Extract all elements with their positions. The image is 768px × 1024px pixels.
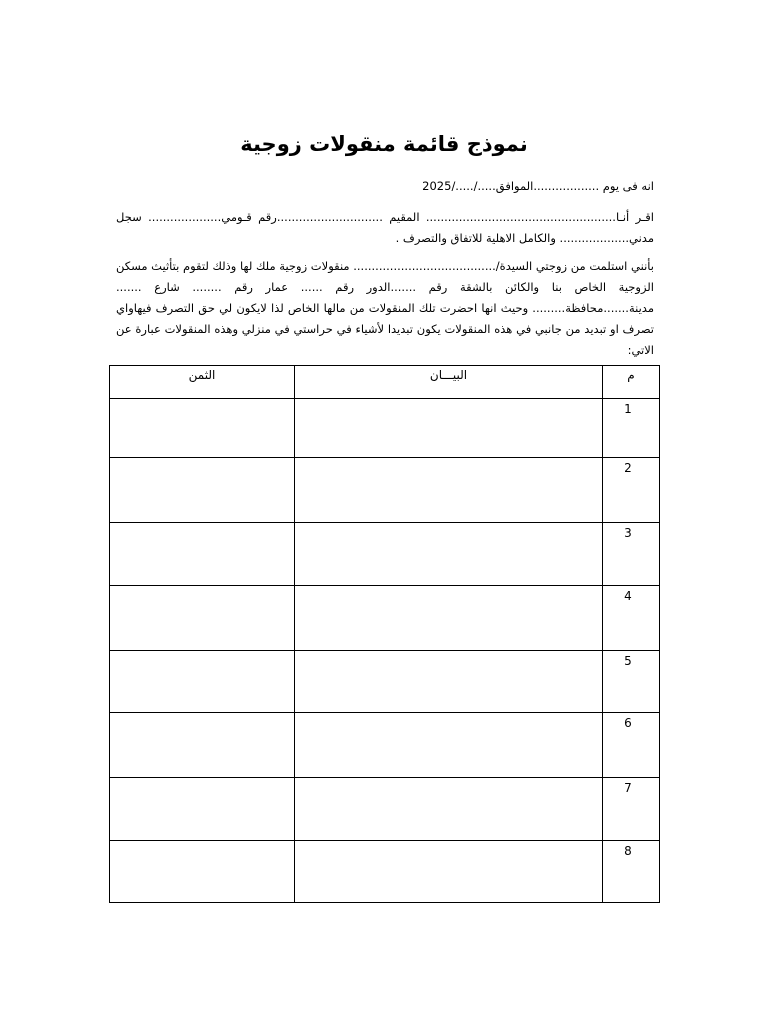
table-row <box>110 523 660 586</box>
table-row <box>110 651 660 713</box>
row-number: 7 <box>603 778 660 841</box>
row-number: 1 <box>603 399 660 458</box>
row-description[interactable] <box>295 458 603 523</box>
row-number: 3 <box>603 523 660 586</box>
table-row <box>110 586 660 651</box>
row-price[interactable] <box>110 458 295 523</box>
table-header-row <box>110 366 660 399</box>
row-description[interactable] <box>295 523 603 586</box>
row-description[interactable] <box>295 399 603 458</box>
row-number: 6 <box>603 713 660 778</box>
row-price[interactable] <box>110 399 295 458</box>
row-price[interactable] <box>110 713 295 778</box>
declaration-paragraph: اقـر أنـا.................................................... المقيم .............................رقم قـومي.................... سجل مدني................... والكامل الاهلية للاتفاق والتصرف . <box>116 210 654 245</box>
table-row <box>110 841 660 903</box>
table-row <box>110 458 660 523</box>
row-description[interactable] <box>295 778 603 841</box>
row-price[interactable] <box>110 586 295 651</box>
table-row <box>110 399 660 458</box>
row-price[interactable] <box>110 651 295 713</box>
row-number: 5 <box>603 651 660 713</box>
receipt-paragraph: بأنني استلمت من زوجتي السيدة/....................................... منقولات زوجية ملك لها وذلك لتقوم بتأثيث مسكن الزوجية الخاص بنا والكائن بالشقة رقم .......الدور رقم ...... عمار رقم ........ شارع ....... مدينة.......محافظة......... وحيث انها احضرت تلك المنقولات من مالها الخاص لذا لايكون لي حق التصرف فيهاواي تصرف او تبديد من جانبي في هذه المنقولات يكون تبديدا لأشياء في حراستي في منزلي وهذه المنقولات عبارة عن الاتي: <box>116 259 654 357</box>
row-description[interactable] <box>295 651 603 713</box>
table-row <box>110 778 660 841</box>
row-description[interactable] <box>295 713 603 778</box>
table-row <box>110 713 660 778</box>
items-table <box>109 365 660 903</box>
row-number: 8 <box>603 841 660 903</box>
row-number: 2 <box>603 458 660 523</box>
document-title: نموذج قائمة منقولات زوجية <box>240 132 528 156</box>
header-description: البيـــان <box>295 366 603 399</box>
row-number: 4 <box>603 586 660 651</box>
header-price: الثمن <box>110 366 295 399</box>
row-description[interactable] <box>295 841 603 903</box>
row-description[interactable] <box>295 586 603 651</box>
row-price[interactable] <box>110 523 295 586</box>
header-number: م <box>603 366 660 399</box>
row-price[interactable] <box>110 841 295 903</box>
date-line: انه فى يوم ..................الموافق...../...../2025 <box>422 179 654 193</box>
row-price[interactable] <box>110 778 295 841</box>
